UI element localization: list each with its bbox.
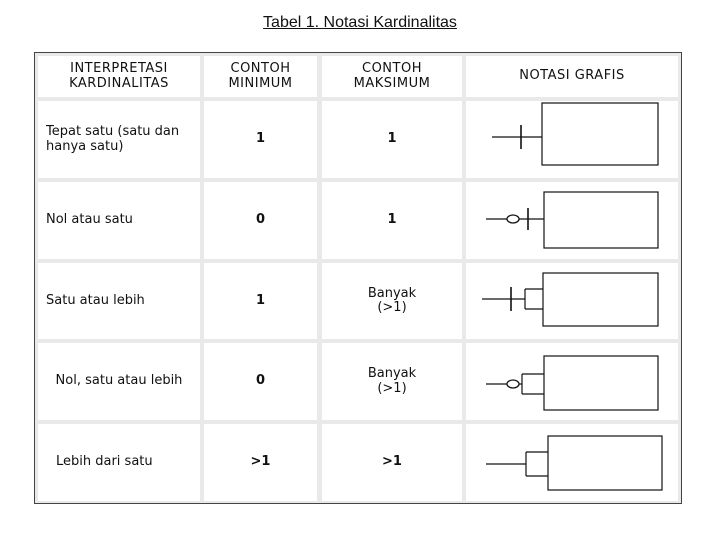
row-1-minimum: 1 bbox=[204, 101, 317, 178]
header-minimum: CONTOH MINIMUM bbox=[204, 56, 317, 97]
page-title: Tabel 1. Notasi Kardinalitas bbox=[263, 14, 457, 31]
row-3-maksimum: Banyak (>1) bbox=[322, 263, 462, 339]
header-interpretasi: INTERPRETASI KARDINALITAS bbox=[38, 56, 200, 97]
row-4-minimum: 0 bbox=[204, 343, 317, 420]
row-2-interpretasi: Nol atau satu bbox=[38, 182, 200, 259]
row-2-minimum: 0 bbox=[204, 182, 317, 259]
one-and-only-one-notation-icon bbox=[466, 101, 678, 178]
zero-one-or-more-notation-icon bbox=[466, 343, 678, 420]
row-4-interpretasi: Nol, satu atau lebih bbox=[38, 343, 200, 420]
row-1-interpretasi: Tepat satu (satu dan hanya satu) bbox=[38, 101, 200, 178]
one-or-more-notation-icon bbox=[466, 263, 678, 339]
more-than-one-notation-icon bbox=[466, 424, 678, 501]
row-5-maksimum: >1 bbox=[322, 424, 462, 501]
zero-or-one-notation-icon bbox=[466, 182, 678, 259]
row-4-maksimum: Banyak (>1) bbox=[322, 343, 462, 420]
row-3-interpretasi: Satu atau lebih bbox=[38, 263, 200, 339]
row-5-notasi bbox=[466, 424, 678, 501]
cardinality-table bbox=[34, 52, 682, 504]
row-2-maksimum: 1 bbox=[322, 182, 462, 259]
row-4-notasi bbox=[466, 343, 678, 420]
row-3-minimum: 1 bbox=[204, 263, 317, 339]
row-3-notasi bbox=[466, 263, 678, 339]
row-2-notasi bbox=[466, 182, 678, 259]
row-1-notasi bbox=[466, 101, 678, 178]
header-notasi: NOTASI GRAFIS bbox=[466, 56, 678, 97]
row-1-maksimum: 1 bbox=[322, 101, 462, 178]
row-5-interpretasi: Lebih dari satu bbox=[38, 424, 200, 501]
row-5-minimum: >1 bbox=[204, 424, 317, 501]
header-maksimum: CONTOH MAKSIMUM bbox=[322, 56, 462, 97]
